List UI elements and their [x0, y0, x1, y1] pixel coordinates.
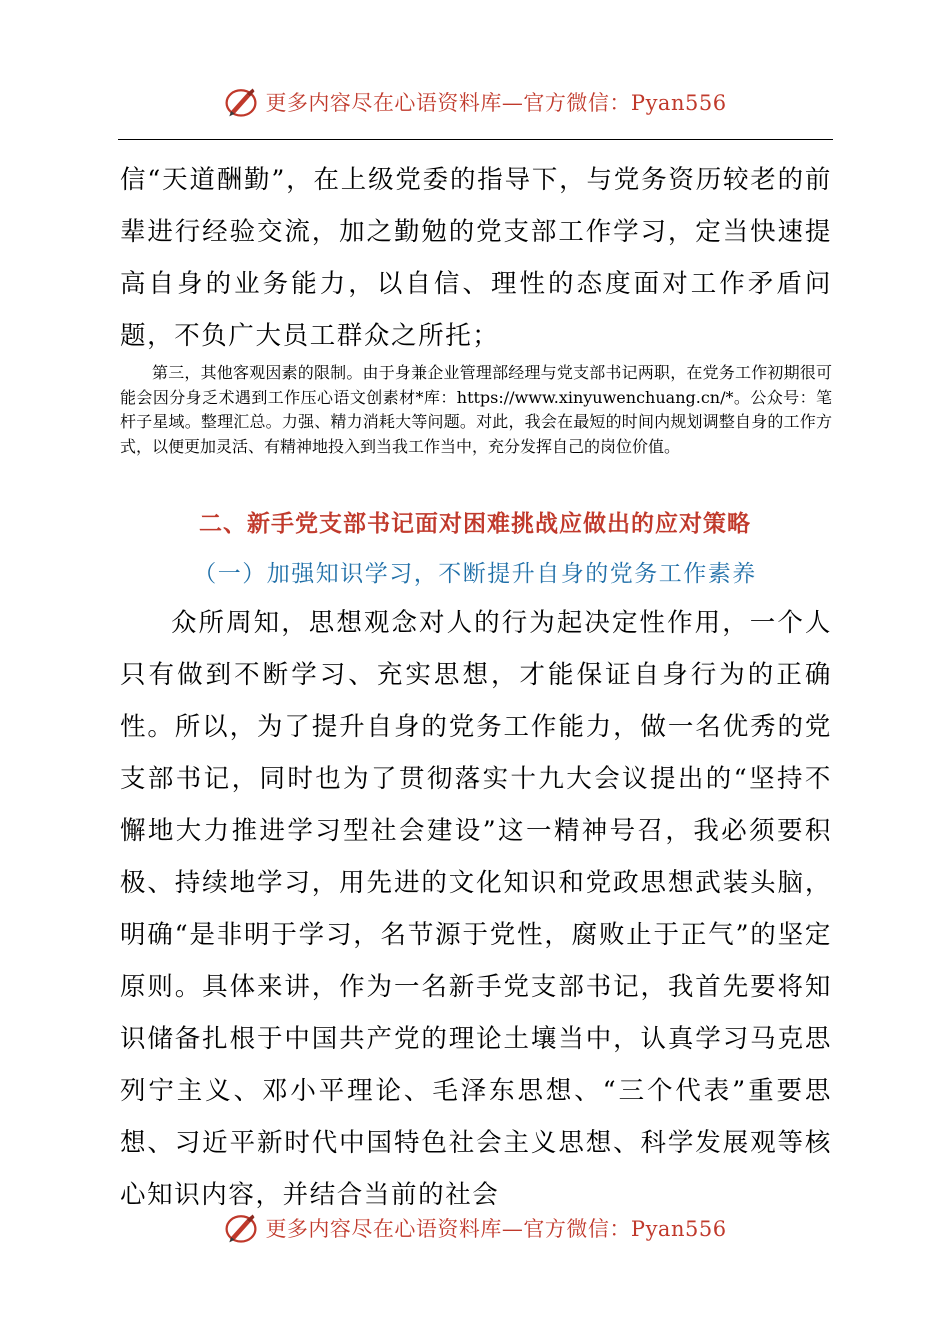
paragraph-2-text: 第三，其他客观因素的限制。由于身兼企业管理部经理与党支部书记两职，在党务工作初期很可能会因分身乏术遇到工作压心语文创素材*库：https://www.xinyuwenchuang.cn/*。公众号：笔杆子星域。整理汇总。力强、精力消耗大等问题。对此，我会在最短的时间内规划调整自身的工作方式，以便更加灵活、有精神地投入到当我工作当中，充分发挥自己的岗位价值。 — [120, 363, 832, 456]
paragraph-3: 众所周知，思想观念对人的行为起决定性作用，一个人只有做到不断学习、充实思想，才能保证自身行为的正确性。所以，为了提升自身的党务工作能力，做一名优秀的党支部书记，同时也为了贯彻落实十九大会议提出的“坚持不懈地大力推进学习型社会建设”这一精神号召，我必须要积极、持续地学习，用先进的文化知识和党政思想武装头脑，明确“是非明于学习，名节源于党性，腐败止于正气”的坚定原则。具体来讲，作为一名新手党支部书记，我首先要将知识储备扎根于中国共产党的理论土壤当中，认真学习马克思列宁主义、邓小平理论、毛泽东思想、“三个代表”重要思想、习近平新时代中国特色社会主义思想、科学发展观等核心知识内容，并结合当前的社会 — [120, 608, 832, 1210]
section-heading-2: 二、新手党支部书记面对困难挑战应做出的应对策略 — [199, 511, 751, 537]
section-heading-3: （一）加强知识学习，不断提升自身的党务工作素养 — [193, 561, 757, 587]
footer-banner — [0, 1206, 950, 1250]
header-divider — [118, 139, 833, 140]
paragraph-2 — [120, 361, 832, 459]
header-banner-text: 更多内容尽在心语资料库—官方微信：Pyan556 — [265, 91, 727, 115]
footer-banner-text: 更多内容尽在心语资料库—官方微信：Pyan556 — [265, 1217, 727, 1241]
pen-logo-icon — [223, 84, 259, 120]
header-banner — [0, 80, 950, 124]
paragraph-1: 信“天道酬勤”，在上级党委的指导下，与党务资历较老的前辈进行经验交流，加之勤勉的党支部工作学习，定当快速提高自身的业务能力，以自信、理性的态度面对工作矛盾问题，不负广大员工群众之所托； — [120, 165, 832, 351]
pen-logo-icon — [223, 1210, 259, 1246]
